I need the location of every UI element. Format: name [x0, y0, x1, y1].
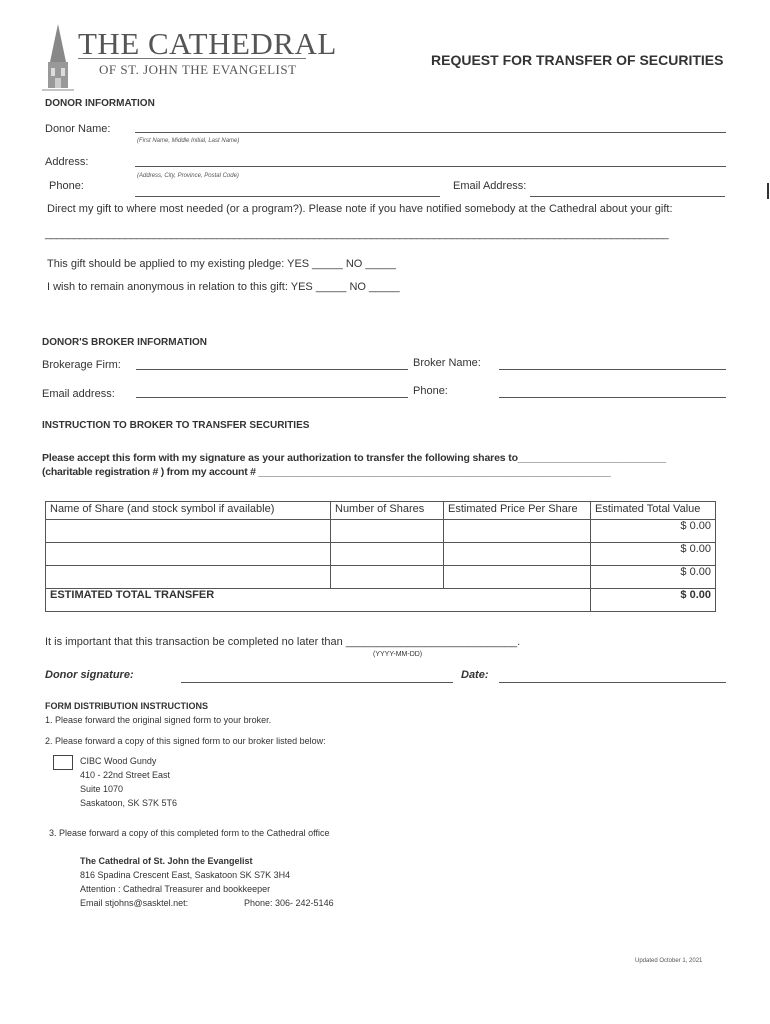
org-name: THE CATHEDRAL: [78, 26, 337, 61]
signature-label: Donor signature:: [45, 669, 134, 681]
total-transfer-value: $ 0.00: [591, 589, 716, 612]
col-header-price: Estimated Price Per Share: [444, 502, 591, 520]
updated-date: Updated October 1, 2021: [635, 958, 703, 964]
email-label: Email Address:: [453, 180, 527, 192]
share-price-cell[interactable]: [444, 520, 591, 543]
instruction-section-title: INSTRUCTION TO BROKER TO TRANSFER SECURITIES: [42, 420, 310, 431]
logo-divider: [78, 58, 306, 59]
cathedral-address: 816 Spadina Crescent East, Saskatoon SK S7K 3H4: [80, 870, 291, 880]
share-name-cell[interactable]: [46, 520, 331, 543]
shares-table-header: [46, 502, 716, 520]
pledge-text[interactable]: This gift should be applied to my existing pledge: YES _____ NO _____: [47, 258, 396, 270]
broker-checkbox[interactable]: [53, 755, 73, 770]
cathedral-spire-icon: [38, 22, 78, 92]
share-price-cell[interactable]: [444, 543, 591, 566]
col-header-share-name: Name of Share (and stock symbol if available): [46, 502, 331, 520]
broker-address-line: 410 - 22nd Street East: [80, 770, 171, 780]
distribution-item-1: 1. Please forward the original signed form to your broker.: [45, 715, 272, 725]
broker-address-line: Saskatoon, SK S7K 5T6: [80, 798, 178, 808]
distribution-item-3: 3. Please forward a copy of this completed form to the Cathedral office: [49, 828, 330, 838]
donor-name-field[interactable]: [135, 132, 726, 133]
org-subname: OF ST. JOHN THE EVANGELIST: [99, 62, 297, 77]
share-total-cell[interactable]: $ 0.00: [591, 566, 716, 589]
broker-address-line: CIBC Wood Gundy: [80, 756, 157, 766]
share-name-cell[interactable]: [46, 566, 331, 589]
col-header-total: Estimated Total Value: [591, 502, 716, 520]
broker-section-title: DONOR'S BROKER INFORMATION: [42, 337, 207, 348]
total-transfer-label: ESTIMATED TOTAL TRANSFER: [46, 589, 591, 612]
share-number-cell[interactable]: [331, 566, 444, 589]
broker-name-label: Broker Name:: [413, 357, 481, 369]
share-number-cell[interactable]: [331, 543, 444, 566]
phone-field[interactable]: [135, 196, 440, 197]
direct-gift-text: Direct my gift to where most needed (or a program?). Please note if you have notified somebody at the Cathedral about your gift:: [47, 203, 673, 215]
table-row: [46, 543, 716, 566]
broker-name-field[interactable]: [499, 369, 726, 370]
address-field[interactable]: [135, 166, 726, 167]
completion-text[interactable]: It is important that this transaction be completed no later than ____________________________.: [45, 636, 521, 648]
distribution-item-2: 2. Please forward a copy of this signed form to our broker listed below:: [45, 736, 326, 746]
instruction-line-1[interactable]: Please accept this form with my signature as your authorization to transfer the following shares to__________________________: [42, 452, 666, 464]
shares-table: [45, 501, 716, 612]
date-label: Date:: [461, 669, 489, 681]
donor-section-title: DONOR INFORMATION: [45, 98, 155, 109]
cathedral-logo: [38, 22, 78, 92]
broker-phone-label: Phone:: [413, 385, 448, 397]
brokerage-firm-label: Brokerage Firm:: [42, 359, 121, 371]
broker-email-field[interactable]: [136, 397, 408, 398]
share-total-cell[interactable]: $ 0.00: [591, 543, 716, 566]
share-total-cell[interactable]: $ 0.00: [591, 520, 716, 543]
broker-email-label: Email address:: [42, 388, 115, 400]
total-row: [46, 589, 716, 612]
cathedral-phone: Phone: 306- 242-5146: [244, 898, 334, 908]
date-field[interactable]: [499, 682, 726, 683]
address-hint: (Address, City, Province, Postal Code): [137, 173, 239, 179]
email-field[interactable]: [530, 196, 725, 197]
table-row: [46, 520, 716, 543]
donor-name-label: Donor Name:: [45, 123, 111, 135]
distribution-title: FORM DISTRIBUTION INSTRUCTIONS: [45, 701, 208, 711]
donor-name-hint: (First Name, Middle Initial, Last Name): [137, 138, 240, 144]
direct-gift-field[interactable]: _____________________________________________________________________________________________________________: [45, 228, 669, 240]
brokerage-firm-field[interactable]: [136, 369, 408, 370]
margin-mark: [767, 183, 769, 199]
address-label: Address:: [45, 156, 89, 168]
broker-address-line: Suite 1070: [80, 784, 124, 794]
share-number-cell[interactable]: [331, 520, 444, 543]
cathedral-name: The Cathedral of St. John the Evangelist: [80, 856, 253, 866]
page-title: REQUEST FOR TRANSFER OF SECURITIES: [431, 52, 724, 68]
instruction-line-2[interactable]: (charitable registration # ) from my account # _______________________________________________________________: [42, 466, 611, 478]
cathedral-email: Email stjohns@sasktel.net:: [80, 898, 189, 908]
share-name-cell[interactable]: [46, 543, 331, 566]
broker-phone-field[interactable]: [499, 397, 726, 398]
table-row: [46, 566, 716, 589]
col-header-number: Number of Shares: [331, 502, 444, 520]
signature-field[interactable]: [181, 682, 453, 683]
share-price-cell[interactable]: [444, 566, 591, 589]
phone-label: Phone:: [49, 180, 84, 192]
anonymous-text[interactable]: I wish to remain anonymous in relation to this gift: YES _____ NO _____: [47, 281, 400, 293]
cathedral-attention: Attention : Cathedral Treasurer and bookkeeper: [80, 884, 271, 894]
completion-date-hint: (YYYY-MM-DD): [373, 651, 423, 658]
